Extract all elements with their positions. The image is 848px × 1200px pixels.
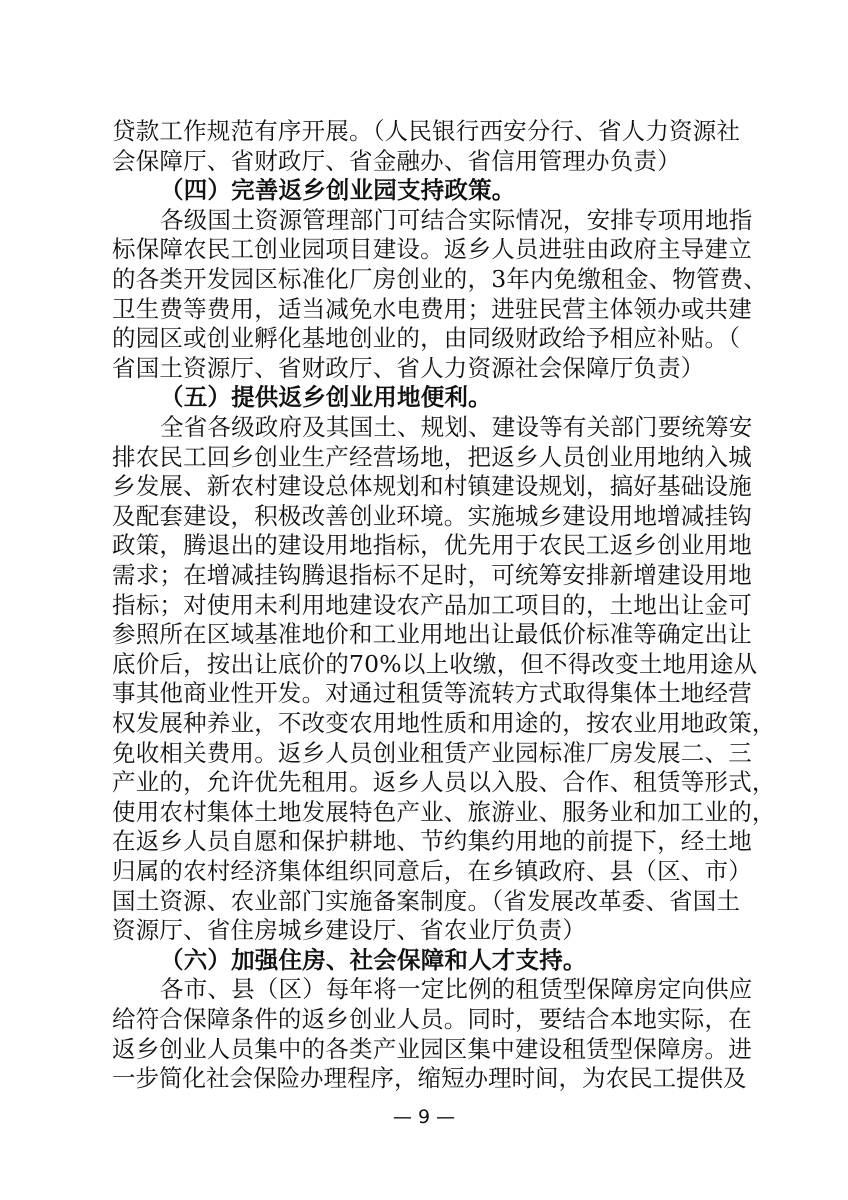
body-text-line: 一步简化社会保险办理程序，缩短办理时间，为农民工提供及 [112,1064,747,1093]
body-text-line: 及配套建设，积极改善创业环境。实施城乡建设用地增减挂钩 [112,501,752,530]
paragraph-first-line: 各级国土资源管理部门可结合实际情况，安排专项用地指 [160,205,753,234]
body-text-line: 的园区或创业孵化基地创业的，由同级财政给予相应补贴。（ [112,324,741,353]
body-text-line: 国土资源、农业部门实施备案制度。（省发展改革委、省国土 [112,886,741,915]
body-text-line: 底价后，按出让底价的70%以上收缴，但不得改变土地用途从 [112,649,758,678]
body-text-line: 的各类开发园区标准化厂房创业的，3年内免缴租金、物管费、 [112,265,768,293]
body-text-line: 政策，腾退出的建设用地指标，优先用于农民工返乡创业用地 [112,531,752,560]
body-text-line: 资源厅、省住房城乡建设厅、省农业厅负责） [112,916,586,945]
page-number: — 9 — [392,1106,456,1128]
body-text-line: 卫生费等费用，适当减免水电费用；进驻民营主体领办或共建 [112,294,752,323]
body-text-line: 返乡创业人员集中的各类产业园区集中建设租赁型保障房。进 [112,1034,752,1063]
body-text-line: 省国土资源厅、省财政厅、省人力资源社会保障厅负责） [112,353,705,382]
body-text-line: 事其他商业性开发。对通过租赁等流转方式取得集体土地经营 [112,679,752,708]
body-text-line: 免收相关费用。返乡人员创业租赁产业园标准厂房发展二、三 [112,738,752,767]
body-text-line: 乡发展、新农村建设总体规划和村镇建设规划，搞好基础设施 [112,472,752,501]
paragraph-first-line: 各市、县（区）每年将一定比例的租赁型保障房定向供应 [160,975,753,1004]
body-text-line: 会保障厅、省财政厅、省金融办、省信用管理办负责） [112,146,681,175]
body-text-line: 给符合保障条件的返乡创业人员。同时，要结合本地实际，在 [112,1005,752,1033]
body-text-line: 在返乡人员自愿和保护耕地、节约集约用地的前提下，经土地 [112,827,752,856]
body-text-line: 产业的，允许优先租用。返乡人员以入股、合作、租赁等形式， [112,768,776,797]
body-text-line: 排农民工回乡创业生产经营场地，把返乡人员创业用地纳入城 [112,442,752,471]
body-text-line: 使用农村集体土地发展特色产业、旅游业、服务业和加工业的， [112,797,776,826]
body-text-line: 参照所在区域基准地价和工业用地出让最低价标准等确定出让 [112,620,752,649]
section-heading-4: （四）完善返乡创业园支持政策。 [160,176,516,205]
section-heading-6: （六）加强住房、社会保障和人才支持。 [160,945,587,974]
body-text-line: 归属的农村经济集体组织同意后，在乡镇政府、县（区、市） [112,857,752,885]
body-text-line: 贷款工作规范有序开展。（人民银行西安分行、省人力资源社 [112,117,741,145]
paragraph-first-line: 全省各级政府及其国土、规划、建设等有关部门要统筹安 [160,413,753,441]
section-heading-5: （五）提供返乡创业用地便利。 [160,383,492,412]
body-text-line: 需求；在增减挂钩腾退指标不足时，可统筹安排新增建设用地 [112,561,752,589]
body-text-line: 指标；对使用未利用地建设农产品加工项目的，土地出让金可 [112,590,752,619]
body-text-line: 标保障农民工创业园项目建设。返乡人员进驻由政府主导建立 [112,235,752,264]
body-text-line: 权发展种养业，不改变农用地性质和用途的，按农业用地政策， [112,709,776,737]
